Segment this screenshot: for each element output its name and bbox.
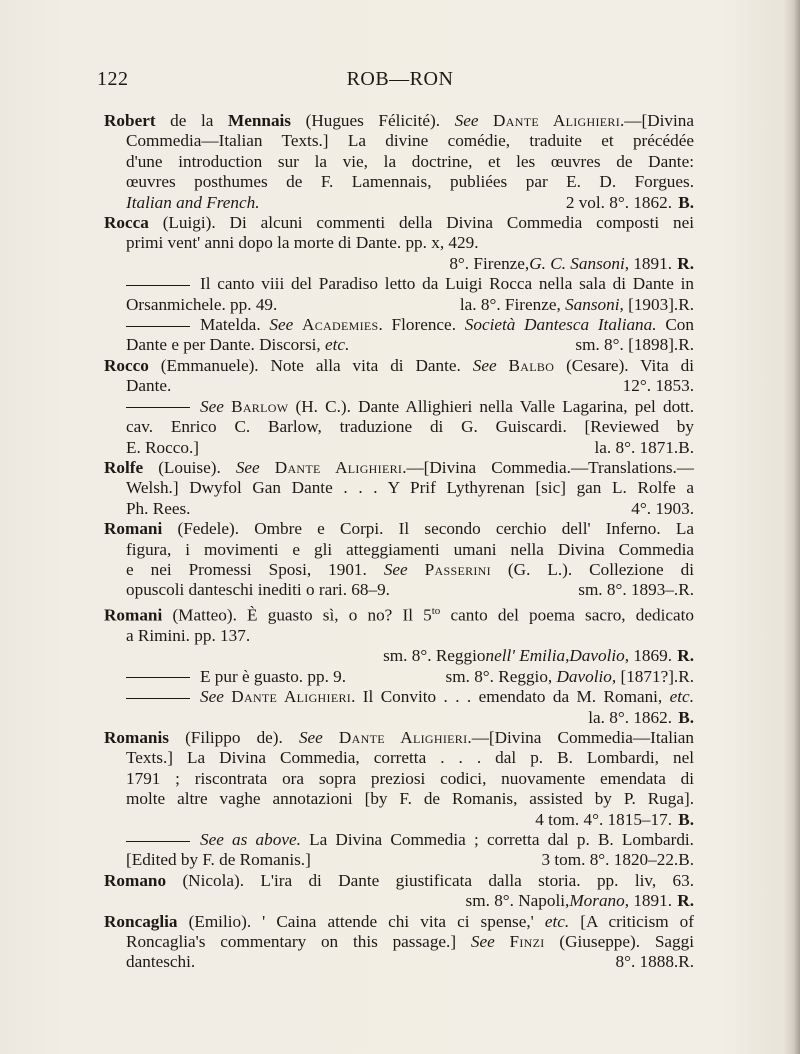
entry-line: œuvres posthumes de F. Lamennais, publiées par E. D. Forgues. [126, 172, 694, 192]
entry-line: Il canto viii del Paradiso letto da Luigi Rocca nella sala di Dante in [104, 274, 694, 294]
ditto-rule [126, 841, 190, 842]
entry-line: molte altre vaghe annotazioni [by F. de Romanis, assisted by P. Ruga]. [126, 789, 694, 809]
shelf-mark: R. [677, 891, 694, 911]
shelf-mark: R. [678, 580, 694, 600]
entry-heading: Rocca [104, 213, 149, 233]
entry-line: 1791 ; riscontrata ora sopra preziosi codici, nuovamente emendata di [126, 768, 694, 788]
entry-imprint-line: Dante e per Dante. Discorsi, etc. sm. 8°. [1898].R. [126, 335, 694, 355]
entry-romani-matteo [104, 601, 694, 728]
entry-imprint-line: E pur è guasto. pp. 9. sm. 8°. Reggio, Davolio, [1871?].R. [104, 667, 694, 687]
entry-romanis [104, 728, 694, 871]
entry-line: Romani (Matteo). È guasto sì, o no? Il $5^{to}$ canto del poema sacro, dedicato [104, 604, 694, 625]
entry-line: See Barlow (H. C.). Dante Allighieri nella Valle Lagarina, pel dott. [104, 397, 694, 417]
entry-imprint-line: Orsanmichele. pp. 49. la. 8°. Firenze, Sansoni, [1903].R. [126, 294, 694, 314]
entry-line: Commedia—Italian Texts.] La divine comédie, traduite et précédée [126, 131, 694, 151]
entry-line: figura, i movimenti e gli atteggiamenti umani nella Divina Commedia [126, 539, 694, 559]
entry-line: Romanis (Filippo de). See Dante Alighieri.—[Divina Commedia—Italian [104, 727, 695, 747]
entry-imprint-line: Dante. 12°. 1853. [126, 376, 694, 396]
shelf-mark: R. [677, 646, 694, 666]
entry-line: Romano (Nicola). L'ira di Dante giustificata dalla storia. pp. liv, 63. [104, 870, 694, 890]
running-title: ROB—RON [346, 68, 454, 90]
running-header [0, 68, 800, 92]
entry-line: See Dante Alighieri. Il Convito . . . emendato da M. Romani, etc. [104, 687, 694, 707]
entry-imprint-line: [Edited by F. de Romanis.] 3 tom. 8°. 1820–22.B. [126, 850, 694, 870]
entry-imprint-line: Ph. Rees. 4°. 1903. [126, 498, 694, 518]
entry-line: Matelda. See Academies. Florence. Società Dantesca Italiana. Con [104, 315, 694, 335]
shelf-mark: R. [678, 952, 694, 972]
shelf-mark: B. [678, 192, 694, 212]
entry-line: a Rimini. pp. 137. [126, 625, 251, 645]
entry-line: Romani (Fedele). Ombre e Corpi. Il secondo cerchio dell' Inferno. La [104, 519, 694, 539]
see-reference: See [454, 111, 479, 130]
entry-imprint-line: danteschi. 8°. 1888.R. [126, 952, 694, 972]
entry-robert-de-la-mennais [104, 111, 694, 213]
page-edge-shadow [784, 0, 800, 1054]
entry-heading: Rocco [104, 355, 149, 375]
shelf-mark: R. [678, 666, 694, 686]
entry-line: Roncaglia (Emilio). ' Caina attende chi vita ci spense,' etc. [A criticism of [104, 911, 694, 931]
entry-imprint-line: E. Rocco.] la. 8°. 1871.B. [126, 437, 694, 457]
entry-rocco [104, 356, 694, 458]
entry-heading: Robert [104, 111, 156, 130]
entry-imprint-line: 4 tom. 4°. 1815–17. B. [535, 809, 694, 829]
cross-reference: Dante Alighieri [493, 111, 620, 130]
entry-line: cav. Enrico C. Barlow, traduzione di G. Guiscardi. [Reviewed by [126, 417, 694, 437]
entry-line: Texts.] La Divina Commedia, corretta . . . dal p. B. Lombardi, nel [126, 748, 694, 768]
entry-line: Rocca (Luigi). Di alcuni commenti della Divina Commedia composti nei [104, 213, 694, 233]
ditto-rule [126, 407, 190, 408]
entry-heading: Romani [104, 519, 163, 539]
imprint: 2 vol. 8°. 1862. [565, 192, 672, 212]
entry-line: d'une introduction sur la vie, la doctrine, et les œuvres de Dante: [126, 151, 694, 171]
entry-rocca [104, 213, 694, 356]
ditto-rule [126, 285, 190, 286]
entry-romani-fedele [104, 519, 694, 601]
entry-heading: Roncaglia [104, 911, 178, 931]
entry-line: Roncaglia's commentary on this passage.] See Finzi (Giuseppe). Saggi [126, 931, 695, 951]
entry-rolfe [104, 458, 694, 519]
page-number: 122 [97, 68, 129, 90]
ditto-rule [126, 326, 190, 327]
entry-line: e nei Promessi Sposi, 1901. See Passerini (G. L.). Collezione di [126, 559, 694, 579]
entry-imprint-line: opuscoli danteschi inediti o rari. 68–9. sm. 8°. 1893–.R. [126, 580, 694, 600]
entry-heading: Romano [104, 870, 167, 890]
entry-imprint-line: la. 8°. 1862. B. [588, 707, 694, 727]
shelf-mark: R. [677, 253, 694, 273]
entry-line: Robert de la Mennais (Hugues Félicité). See Dante Alighieri.—[Divina [104, 111, 694, 130]
shelf-mark: R. [678, 335, 694, 355]
ditto-rule [126, 698, 190, 699]
entry-imprint-line [104, 193, 694, 213]
entry-title-italic: Italian and French. [126, 192, 260, 212]
shelf-mark: R. [678, 294, 694, 314]
shelf-mark: B. [678, 437, 694, 457]
entry-romano [104, 871, 694, 912]
entry-line: See as above. La Divina Commedia ; corretta dal p. B. Lombardi. [104, 830, 694, 850]
entry-heading: Romanis [104, 727, 169, 747]
shelf-mark: B. [678, 850, 694, 870]
entry-roncaglia [104, 912, 694, 973]
entry-line: Welsh.] Dwyfol Gan Dante . . . Y Prif Lythyrenan [sic] gan L. Rolfe a [126, 478, 694, 498]
entry-heading: Romani [104, 605, 163, 625]
shelf-mark: B. [678, 707, 694, 727]
ditto-rule [126, 677, 190, 678]
entry-line: Rocco (Emmanuele). Note alla vita di Dante. See Balbo (Cesare). Vita di [104, 355, 695, 375]
entry-line: primi vent' anni dopo la morte di Dante. pp. x, 429. [126, 233, 479, 253]
entry-imprint-line: sm. 8°. Reggio nell' Emilia , Davolio , 1869. R. [383, 646, 694, 666]
entry-imprint-line: sm. 8°. Napoli, Morano , 1891. R. [465, 891, 694, 911]
shelf-mark: B. [678, 809, 694, 829]
entry-heading: Rolfe [104, 457, 144, 477]
entry-line: Rolfe (Louise). See Dante Alighieri.—[Divina Commedia.—Translations.— [104, 457, 694, 477]
bibliography-entries [104, 111, 694, 973]
entry-imprint-line: 8°. Firenze, G. C. Sansoni , 1891. R. [449, 253, 694, 273]
